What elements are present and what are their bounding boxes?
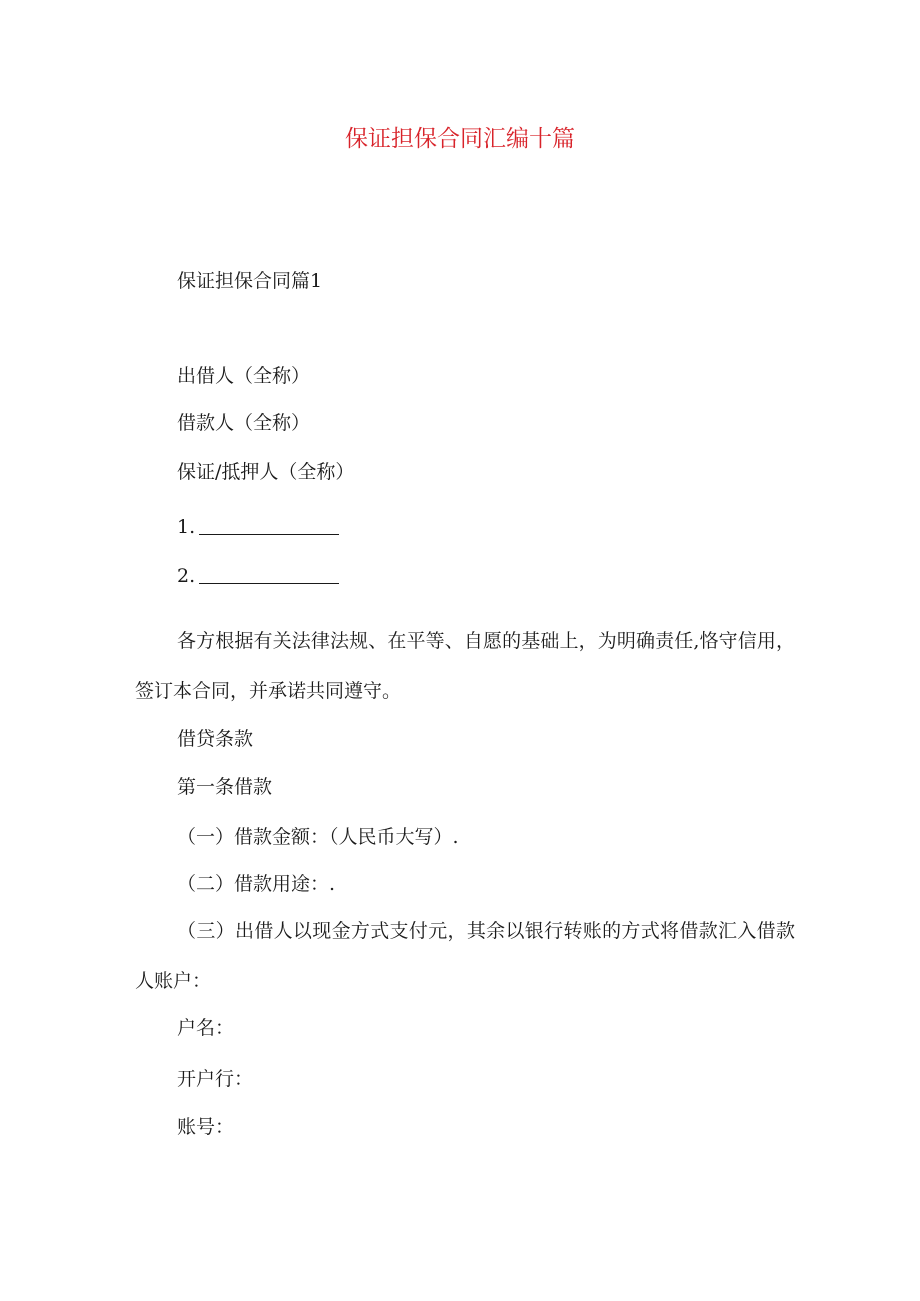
guarantor-number-1: 1. <box>177 516 196 538</box>
clause-payment-method: （三）出借人以现金方式支付元，其余以银行转账的方式将借款汇入借款人账户： <box>135 920 795 992</box>
account-name-label: 户名： <box>177 1017 235 1039</box>
account-number-label: 账号： <box>177 1116 235 1138</box>
guarantor-line-1 <box>177 514 339 540</box>
section-heading: 保证担保合同篇1 <box>177 270 323 292</box>
party-guarantor: 保证/抵押人（全称） <box>177 461 355 483</box>
document-title: 保证担保合同汇编十篇 <box>345 126 575 152</box>
guarantor-blank-2[interactable] <box>199 564 339 584</box>
party-borrower: 借款人（全称） <box>177 412 311 434</box>
article-one-heading: 第一条借款 <box>177 776 273 798</box>
loan-terms-heading: 借贷条款 <box>177 728 254 750</box>
guarantor-blank-1[interactable] <box>199 515 339 535</box>
guarantor-number-2: 2. <box>177 565 196 587</box>
party-lender: 出借人（全称） <box>177 365 311 387</box>
bank-label: 开户行： <box>177 1068 254 1090</box>
preamble-paragraph: 各方根据有关法律法规、在平等、自愿的基础上，为明确责任,恪守信用，签订本合同，并承诺共同遵守。 <box>135 630 795 702</box>
clause-loan-amount: （一）借款金额：（人民币大写）. <box>177 826 459 848</box>
guarantor-line-2 <box>177 563 339 589</box>
clause-loan-purpose: （二）借款用途：. <box>177 873 336 895</box>
